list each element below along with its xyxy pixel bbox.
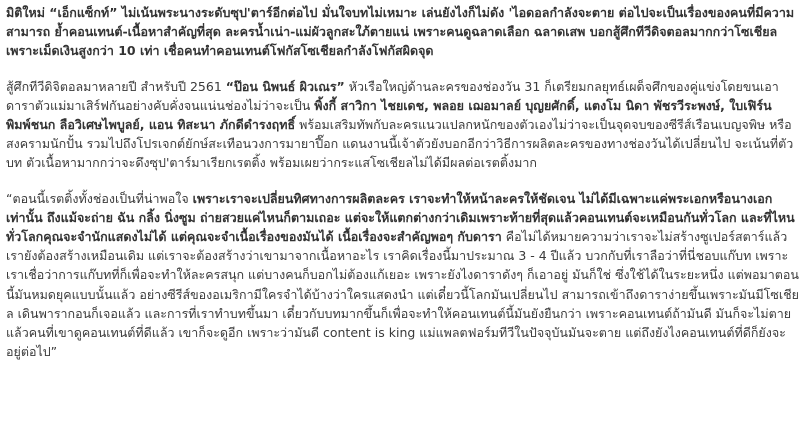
article-lead: มิติใหม่ “เอ็กแซ็กท์” ไม่เน้นพระนางระดับซุป'ตาร์อีกต่อไป มั่นใจบทไม่เหมาะ เล่นยังไงก็ไม่ดัง 'ไอดอลกำลังจะตาย ต่อไปจะเป็นเรื่องของคนที่มีความสามารถ ย้ำคอนเทนต์-เนื้อหาสำคัญที่สุด ละครน้ำเน่า-แม่ผัวลูกสะใภ้ตายแน่ เพราะคนดูฉลาดเลือก ฉลาดเสพ บอกสู้ศึกทีวีดิจตอลมากกว่าโซเชียลเพราะเม็ดเงินสูงกว่า 10 เท่า เชื่อคนทำคอนเทนต์โฟกัสโซเชียลกำลังโฟกัสผิดจุด bbox=[6, 5, 795, 59]
producer-name: “ป๊อน นิพนธ์ ผิวเณร” bbox=[225, 78, 345, 94]
actress-list: พิ้งกี้ สาวิกา ไชยเดช, พลอย เฌอมาลย์ บุญยศักดิ์, แตงโม นิดา พัชรวีระพงษ์, ใบเฟิร์น พิมพ์ชนก ลือวิเศษไพบูลย์, แอน ทิสะนา ภักดีดำรงฤทธิ์ bbox=[6, 97, 772, 133]
quote-emphasis: เพราะเราจะเปลี่ยนทิศทางการผลิตละคร เราจะทำให้หน้าละครให้ชัดเจน ไม่ได้มีเฉพาะแค่พระเอกหรือนางเอกเท่านั้น ถึงแม้จะถ่าย ฉัน กลิ้ง นิ่งซูม ถ่ายสวยแค่ไหนก็ตามเถอะ แต่จะให้แตกต่างกว่าเดิมเพราะท้ายที่สุดแล้วคอนเทนต์จะเหมือนกันทั่วโลก และที่ไหนทั่วโลกคุณจะจำนักแสดงไม่ได้ แต่คุณจะจำเนื้อเรื่องของมันได้ เนื้อเรื่องจะสำคัญพอๆ กับดารา bbox=[6, 190, 795, 245]
paragraph-text: หัวเรือใหญ่ด้านละครของช่องวัน 31 ก็เตรียมกลยุทธ์เผด็จศึกของคู่แข่งโดยขนเอาดาราตัวแม่มาเสิร์ฟกันอย่างคับคั่งจนแน่นช่องไม่ว่าจะเป็น bbox=[6, 78, 779, 113]
paragraph-text: สู้ศึกทีวีดิจิตอลมาหลายปี สำหรับปี 2561 bbox=[6, 78, 226, 94]
article-quote-paragraph bbox=[6, 189, 799, 362]
quote-text: “ตอนนี้เรตติ้งทั้งช่องเป็นที่น่าพอใจ bbox=[6, 190, 193, 206]
quote-text: คือไม่ได้หมายความว่าเราจะไม่สร้างซูเปอร์สตาร์แล้ว เรายังต้องสร้างเหมือนเดิม แต่เราจะต้องสร้างว่าเขามาจากเนื้อหาอะไร เราคิดเรื่องนี้มาประมาณ 3 - 4 ปีแล้ว บวกกับที่เราลือว่าที่นี่ชอบแก๊บท เพราะเราเชื่อว่าการแก๊บทที่ก็เพื่อจะทำให้ละครสนุก แต่บางคนก็บอกไม่ต้องแก้เยอะ เพราะยังไงดาราดังๆ ก็เอาอยู่ มันก็ใช่ ซึ่งใช้ได้ในระยะหนึ่ง แต่พอมาตอนนี้มันหมดยุคแบบนั้นแล้ว อย่างซีรีส์ของอเมริกามีใครจำได้บ้างว่าใครแสดงนำ แต่เดี๋ยวนี้โลกมันเปลี่ยนไป สามารถเข้าถึงดาราง่ายขึ้นเพราะมันมีโซเชียล เดินพารากอนก็เจอแล้ว และการที่เราทำบทขึ้นมา เดี๋ยวกับบทมากขึ้นก็เพื่อจะทำให้คอนเทนต์นี้มันยังยืนกว่า เพราะคอนเทนต์ถ้ามันดี มันก็จะไม่ตาย แล้วคนที่เขาดูคอนเทนต์ที่ดีแล้ว เขาก็จะดูอีก เพราะว่ามันดี content is king แม่แพลตฟอร์มทีวีในปัจจุบันมันจะตาย แต่ถึงยังไงคอนเทนต์ที่ดีก็ยังจะอยู่ต่อไป” bbox=[6, 229, 799, 360]
paragraph-text: พร้อมเสริมทัพกับละครแนวแปลกหนักของตัวเองไม่ว่าจะเป็นจุดจบของซีรีส์เรือนเบญจพิษ หรือสงครามนักปั้น รวมไปถึงโปรเจกต์ยักษ์สะเทือนวงการมายาปี๊อก แดนงานนี้เจ้าตัวยังบอกอีกว่าวิธีการผลิตละครของทางช่องวันได้เปลี่ยนไป จะเน้นที่ตัวบท ตัวเนื้อหามากกว่าจะดึงซุป'ตาร์มาเรียกเรตติ้ง พร้อมเผยว่ากระแสโซเชียลไม่ได้มีผลต่อเรตติ้งมาก bbox=[6, 117, 794, 171]
article-paragraph-2 bbox=[6, 77, 799, 173]
